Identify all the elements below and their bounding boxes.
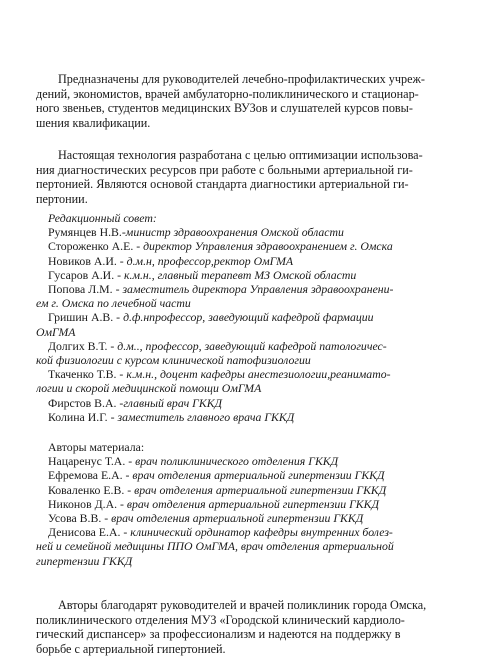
- intro-line: Предназначены для руководителей лечебно-профилактических учреж-: [58, 72, 425, 86]
- author: [36, 468, 454, 482]
- board-member: [36, 367, 454, 381]
- member-name: Гришин А.В. -: [48, 310, 121, 325]
- author-role: врач поликлинического отделения ГККД: [132, 454, 339, 469]
- author-name: Денисова Е.А. -: [48, 525, 128, 540]
- member-role-continued: ем г. Омска по лечебной части: [36, 296, 191, 311]
- member-name: Долгих В.Т. -: [48, 338, 115, 353]
- author-name: Никонов Д.А. -: [48, 496, 124, 511]
- board-member: [36, 225, 454, 239]
- board-member: [36, 239, 454, 253]
- board-member: [36, 410, 454, 424]
- intro-line: дений, экономистов, врачей амбулаторно-поликлинического и стационар-: [36, 86, 419, 101]
- member-role: д.м.н, профессор,ректор ОмГМА: [123, 253, 294, 268]
- author: [36, 511, 454, 525]
- thanks-line: борьбе с артериальной гипертонией.: [36, 641, 226, 656]
- author: [36, 483, 454, 497]
- member-role-continued: логии и скорой медицинской помощи ОмГМА: [36, 381, 262, 396]
- purpose-line: пертонией. Являются основой стандарта диагностики артериальной ги-: [36, 177, 409, 192]
- author-name: Усова В.В. -: [48, 511, 109, 526]
- member-role: к.м.н., доцент кафедры анестезиологии,реанимато-: [123, 367, 391, 382]
- member-name: Фирстов В.А.: [48, 395, 117, 410]
- member-role: д.м.., профессор, заведующий кафедрой патологичес-: [114, 338, 387, 353]
- author: [36, 454, 454, 468]
- member-role: -главный врач ГККД: [116, 395, 223, 410]
- purpose-line: ния диагностических ресурсов при работе с больными артериальной ги-: [36, 162, 413, 177]
- member-name: Гусаров А.И. -: [48, 267, 122, 282]
- member-role: заместитель директора Управления здравоохранени-: [119, 282, 394, 297]
- author-role: клинический ординатор кафедры внутренних болез-: [127, 525, 393, 540]
- thanks-paragraph: [36, 598, 454, 656]
- member-name: Колина И.Г. -: [48, 409, 115, 424]
- board-member: [36, 268, 454, 282]
- author-role: врач отделения артериальной гипертензии ГККД: [129, 468, 385, 483]
- author-name: Ефремова Е.А. -: [48, 468, 130, 483]
- intro-line: шения квалификации.: [36, 115, 151, 130]
- member-role-continued: кой физиологии с курсом клинической патофизиологии: [36, 353, 311, 368]
- board-member: [36, 254, 454, 268]
- authors-block: [36, 440, 454, 568]
- member-name: Румянцев Н.В.: [48, 225, 122, 240]
- intro-paragraph: [36, 72, 454, 130]
- authors-title: Авторы материала:: [48, 440, 145, 454]
- purpose-paragraph: [36, 148, 454, 206]
- board-member: [36, 396, 454, 410]
- author-name: Нацаренус Т.А. -: [48, 454, 133, 469]
- author-role: врач отделения артериальной гипертензии ГККД: [123, 496, 379, 511]
- member-name: Ткаченко Т.В. -: [48, 367, 124, 382]
- member-name: Попова Л.М. -: [48, 282, 120, 297]
- purpose-line: Настоящая технология разработана с целью оптимизации использова-: [58, 148, 423, 162]
- author-name: Коваленко Е.В. -: [48, 482, 132, 497]
- editorial-board: [36, 211, 454, 424]
- member-role: директор Управления здравоохранением г. Омска: [140, 239, 393, 254]
- author: [36, 497, 454, 511]
- member-role: заместитель главного врача ГККД: [114, 409, 295, 424]
- author-role-continued: ней и семейной медицины ППО ОмГМА, врач отделения артериальной: [36, 539, 394, 554]
- member-name: Стороженко А.Е. -: [48, 239, 141, 254]
- thanks-line: гический диспансер» за профессионализм и надеются на поддержку в: [36, 627, 401, 642]
- thanks-line: Авторы благодарят руководителей и врачей поликлиник города Омска,: [58, 598, 427, 612]
- member-role: -министр здравоохранения Омской области: [121, 225, 344, 240]
- author-role: врач отделения артериальной гипертензии ГККД: [108, 511, 364, 526]
- board-member: [36, 310, 454, 324]
- author-role: врач отделения артериальной гипертензии ГККД: [131, 482, 387, 497]
- thanks-line: поликлинического отделения МУЗ «Городской клинический кардиоло-: [36, 612, 405, 627]
- member-role: д.ф.нпрофессор, заведующий кафедрой фармации: [120, 310, 374, 325]
- intro-line: ного звеньев, студентов медицинских ВУЗов и слушателей курсов повы-: [36, 101, 413, 116]
- editorial-board-title: Редакционный совет:: [48, 211, 157, 225]
- board-member: [36, 339, 454, 353]
- member-name: Новиков А.И. -: [48, 253, 124, 268]
- board-member: [36, 282, 454, 296]
- member-role-continued: ОмГМА: [36, 324, 76, 339]
- author-role-continued: гипертензии ГККД: [36, 553, 133, 568]
- author: [36, 525, 454, 539]
- member-role: к.м.н., главный терапевт МЗ Омской области: [121, 267, 357, 282]
- purpose-line: пертонии.: [36, 191, 88, 206]
